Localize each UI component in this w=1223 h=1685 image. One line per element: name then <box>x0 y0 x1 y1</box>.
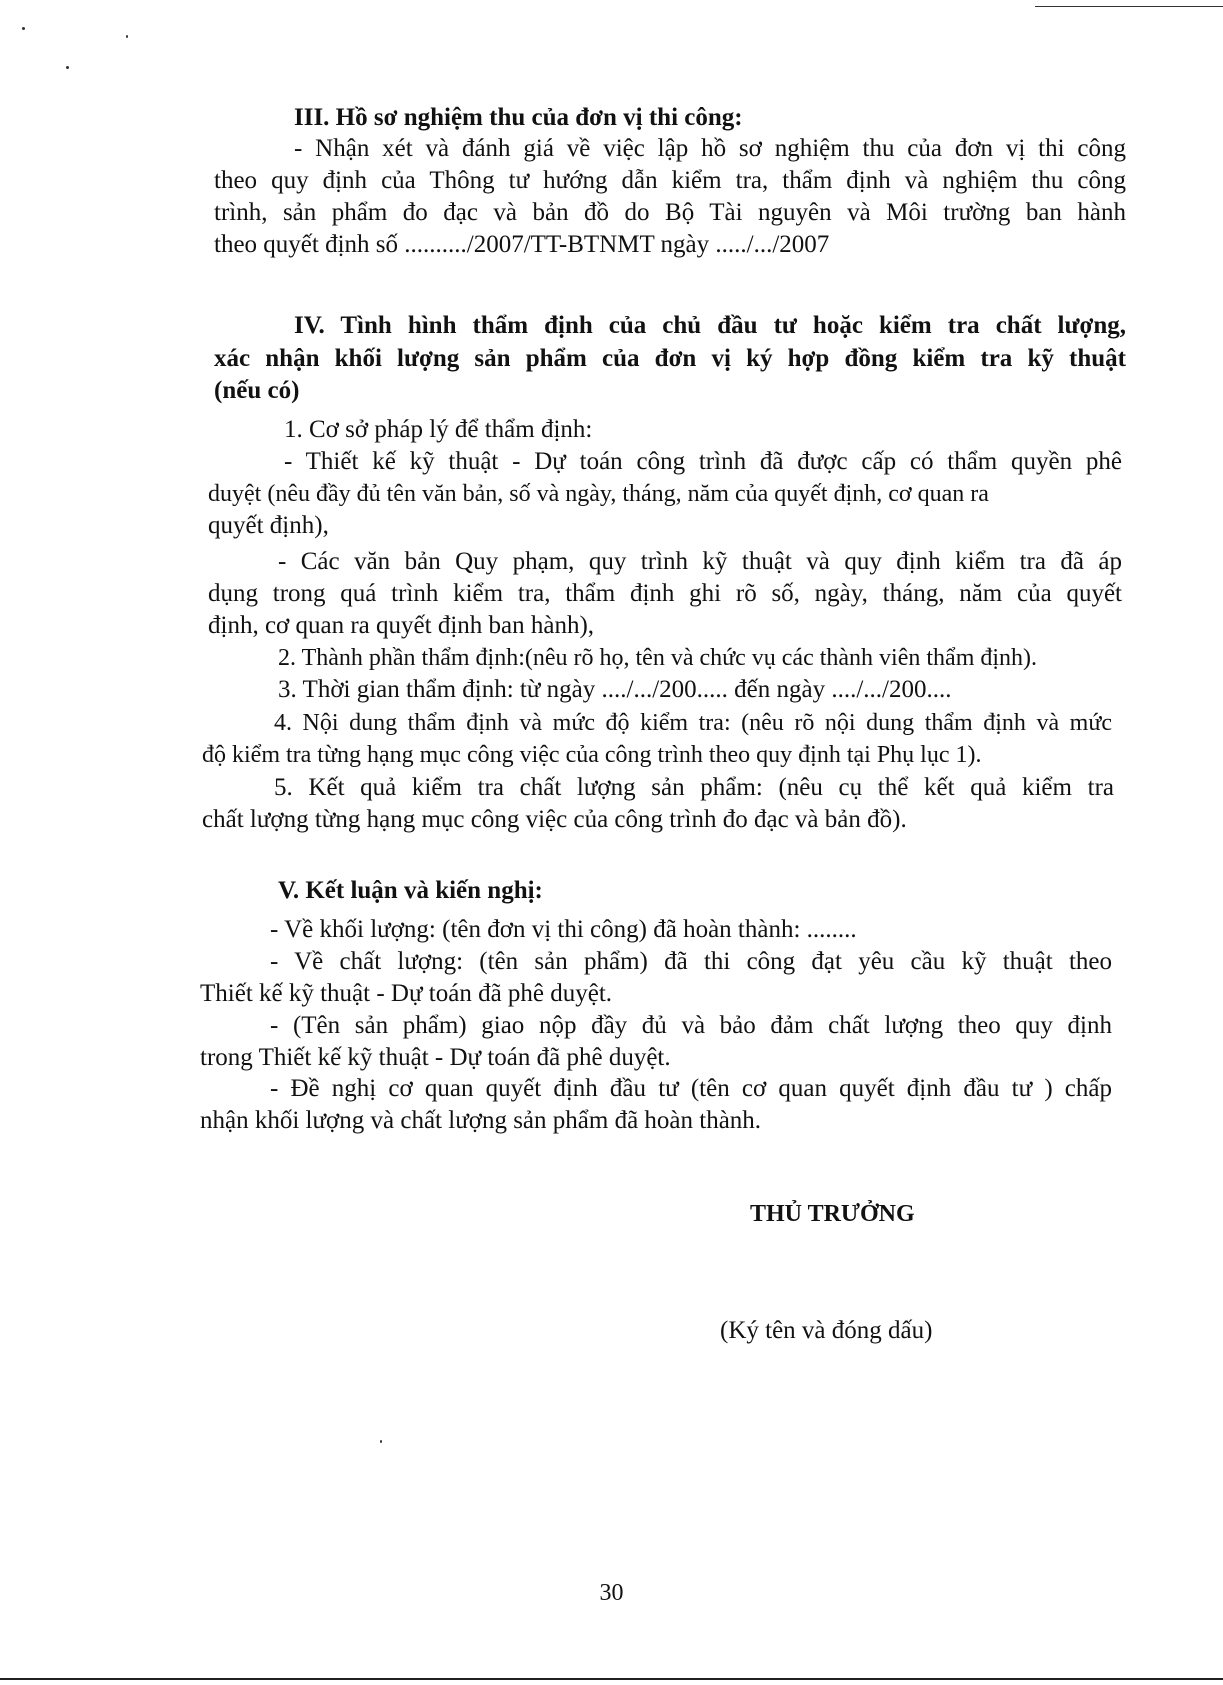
section4-line: quyết định), <box>208 512 329 539</box>
section5-line: - Về chất lượng: (tên sản phẩm) đã thi công đạt yêu cầu kỹ thuật theo <box>270 948 1112 975</box>
section3-line: - Nhận xét và đánh giá về việc lập hồ sơ nghiệm thu của đơn vị thi công <box>294 135 1126 162</box>
section3-line: trình, sản phẩm đo đạc và bản đồ do Bộ Tài nguyên và Môi trường ban hành <box>214 199 1126 226</box>
scan-speck <box>380 1440 382 1443</box>
section5-line: Thiết kế kỹ thuật - Dự toán đã phê duyệt. <box>200 980 613 1007</box>
scan-speck <box>22 27 25 30</box>
section5-line: - Đề nghị cơ quan quyết định đầu tư (tên cơ quan quyết định đầu tư ) chấp <box>270 1075 1112 1102</box>
bottom-rule <box>0 1678 1223 1680</box>
section4-heading: IV. Tình hình thẩm định của chủ đầu tư hoặc kiểm tra chất lượng, <box>294 312 1126 339</box>
section4-line: 4. Nội dung thẩm định và mức độ kiểm tra: (nêu rõ nội dung thẩm định và mức <box>274 710 1112 736</box>
page-number: 30 <box>599 1580 624 1606</box>
section4-line: định, cơ quan ra quyết định ban hành), <box>208 612 595 639</box>
section4-heading: (nếu có) <box>214 377 300 404</box>
signature-note: (Ký tên và đóng dấu) <box>720 1317 933 1344</box>
section4-line: - Các văn bản Quy phạm, quy trình kỹ thuật và quy định kiểm tra đã áp <box>278 548 1122 575</box>
section3-line: theo quy định của Thông tư hướng dẫn kiểm tra, thẩm định và nghiệm thu công <box>214 167 1126 194</box>
section5-line: nhận khối lượng và chất lượng sản phẩm đã hoàn thành. <box>200 1107 762 1134</box>
section5-line: - Về khối lượng: (tên đơn vị thi công) đã hoàn thành: ........ <box>270 916 857 943</box>
section4-line: - Thiết kế kỹ thuật - Dự toán công trình đã được cấp có thẩm quyền phê <box>284 448 1122 475</box>
section4-heading: xác nhận khối lượng sản phẩm của đơn vị ký hợp đồng kiểm tra kỹ thuật <box>214 345 1126 372</box>
section4-line: 1. Cơ sở pháp lý để thẩm định: <box>284 416 593 443</box>
section4-line: độ kiểm tra từng hạng mục công việc của công trình theo quy định tại Phụ lục 1). <box>202 742 982 768</box>
signature-title: THỦ TRƯỞNG <box>750 1201 915 1227</box>
scan-speck <box>66 66 69 69</box>
scan-speck <box>126 35 128 38</box>
section4-line: 2. Thành phần thẩm định:(nêu rõ họ, tên và chức vụ các thành viên thẩm định). <box>278 645 1038 671</box>
section5-heading: V. Kết luận và kiến nghị: <box>278 877 543 904</box>
section5-line: - (Tên sản phẩm) giao nộp đầy đủ và bảo đảm chất lượng theo quy định <box>270 1012 1112 1039</box>
section4-line: chất lượng từng hạng mục công việc của công trình đo đạc và bản đồ). <box>202 806 907 833</box>
section3-line: theo quyết định số ........../2007/TT-BTNMT ngày ...../.../2007 <box>214 231 830 258</box>
section5-line: trong Thiết kế kỹ thuật - Dự toán đã phê duyệt. <box>200 1044 671 1071</box>
section4-line: 3. Thời gian thẩm định: từ ngày ..../.../200..... đến ngày ..../.../200.... <box>278 676 952 703</box>
section4-line: dụng trong quá trình kiểm tra, thẩm định ghi rõ số, ngày, tháng, năm của quyết <box>208 580 1122 607</box>
top-rule <box>1035 6 1223 7</box>
section4-line: duyệt (nêu đầy đủ tên văn bản, số và ngày, tháng, năm của quyết định, cơ quan ra <box>208 481 989 507</box>
section3-heading: III. Hồ sơ nghiệm thu của đơn vị thi công: <box>294 104 743 131</box>
section4-line: 5. Kết quả kiểm tra chất lượng sản phẩm: (nêu cụ thể kết quả kiểm tra <box>274 774 1114 801</box>
